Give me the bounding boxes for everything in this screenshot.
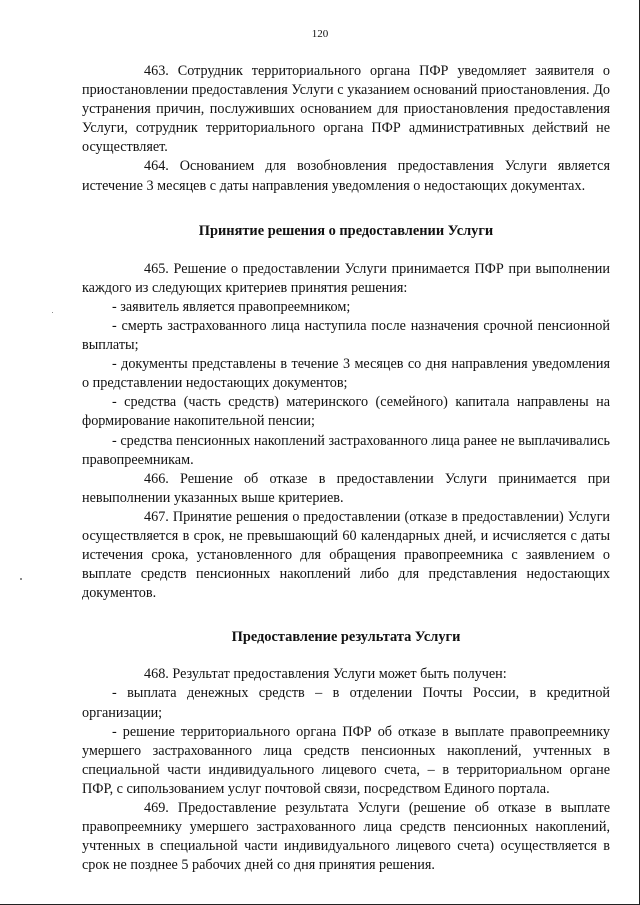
criterion-item: - смерть застрахованного лица наступила после назначения срочной пенсионной выплаты; xyxy=(82,317,610,354)
result-item: - решение территориального органа ПФР об отказе в выплате правопреемнику умершего застрахованного лица средств пенсионных накоплений, учтенных в специальной части индивидуального лицевого счета, – в территориальном органе ПФР, с сипользованием услуг почтовой связи, посредством Единого портала. xyxy=(82,723,610,797)
paragraph-468: 468. Результат предоставления Услуги может быть получен: xyxy=(144,666,507,683)
section-heading-decision: Принятие решения о предоставлении Услуги xyxy=(198,222,494,239)
scan-speck xyxy=(52,312,53,313)
criterion-item: - средства пенсионных накоплений застрахованного лица ранее не выплачивались правопреемникам. xyxy=(82,432,610,468)
result-item: - выплата денежных средств – в отделении Почты России, в кредитной организации; xyxy=(82,685,610,721)
criterion-item: - средства (часть средств) материнского (семейного) капитала направлены на формирование накопительной пенсии; xyxy=(82,394,610,430)
paragraph-469: 469. Предоставление результата Услуги (решение об отказе в выплате правопреемнику умершего застрахованного лица средств пенсионных накоплений, учтенных в специальной части индивидуального лицевого счета) осуществляется в срок не позднее 5 рабочих дней со дня принятия решения. xyxy=(82,800,610,874)
document-body xyxy=(82,62,610,875)
criterion-item: - документы представлены в течение 3 месяцев со дня направления уведомления о представлении недостающих документов; xyxy=(82,356,610,392)
paragraph-465: 465. Решение о предоставлении Услуги принимается ПФР при выполнении каждого из следующих критериев принятия решения: xyxy=(82,260,610,296)
criterion-item: - заявитель является правопреемником; xyxy=(112,298,351,315)
paragraph-467: 467. Принятие решения о предоставлении (отказе в предоставлении) Услуги осуществляется в срок, не превышающий 60 календарных дней, и исчисляется с даты истечения срока, установленного для обращения правопреемника с заявлением о выплате средств пенсионных накоплений либо для представления недостающих документов. xyxy=(82,508,610,602)
section-heading-result: Предоставление результата Услуги xyxy=(231,629,461,646)
scan-speck xyxy=(20,578,22,580)
paragraph-463: 463. Сотрудник территориального органа ПФР уведомляет заявителя о приостановлении предоставления Услуги с указанием оснований приостановления. До устранения причин, послуживших основанием для приостановления предоставления Услуги, сотрудник территориального органа ПФР административных действий не осуществляет. xyxy=(82,63,610,156)
paragraph-466: 466. Решение об отказе в предоставлении Услуги принимается при невыполнении указанных выше критериев. xyxy=(82,470,610,506)
page-number: 120 xyxy=(311,28,329,40)
paragraph-464: 464. Основанием для возобновления предоставления Услуги является истечение 3 месяцев с даты направления уведомления о недостающих документах. xyxy=(82,158,610,194)
